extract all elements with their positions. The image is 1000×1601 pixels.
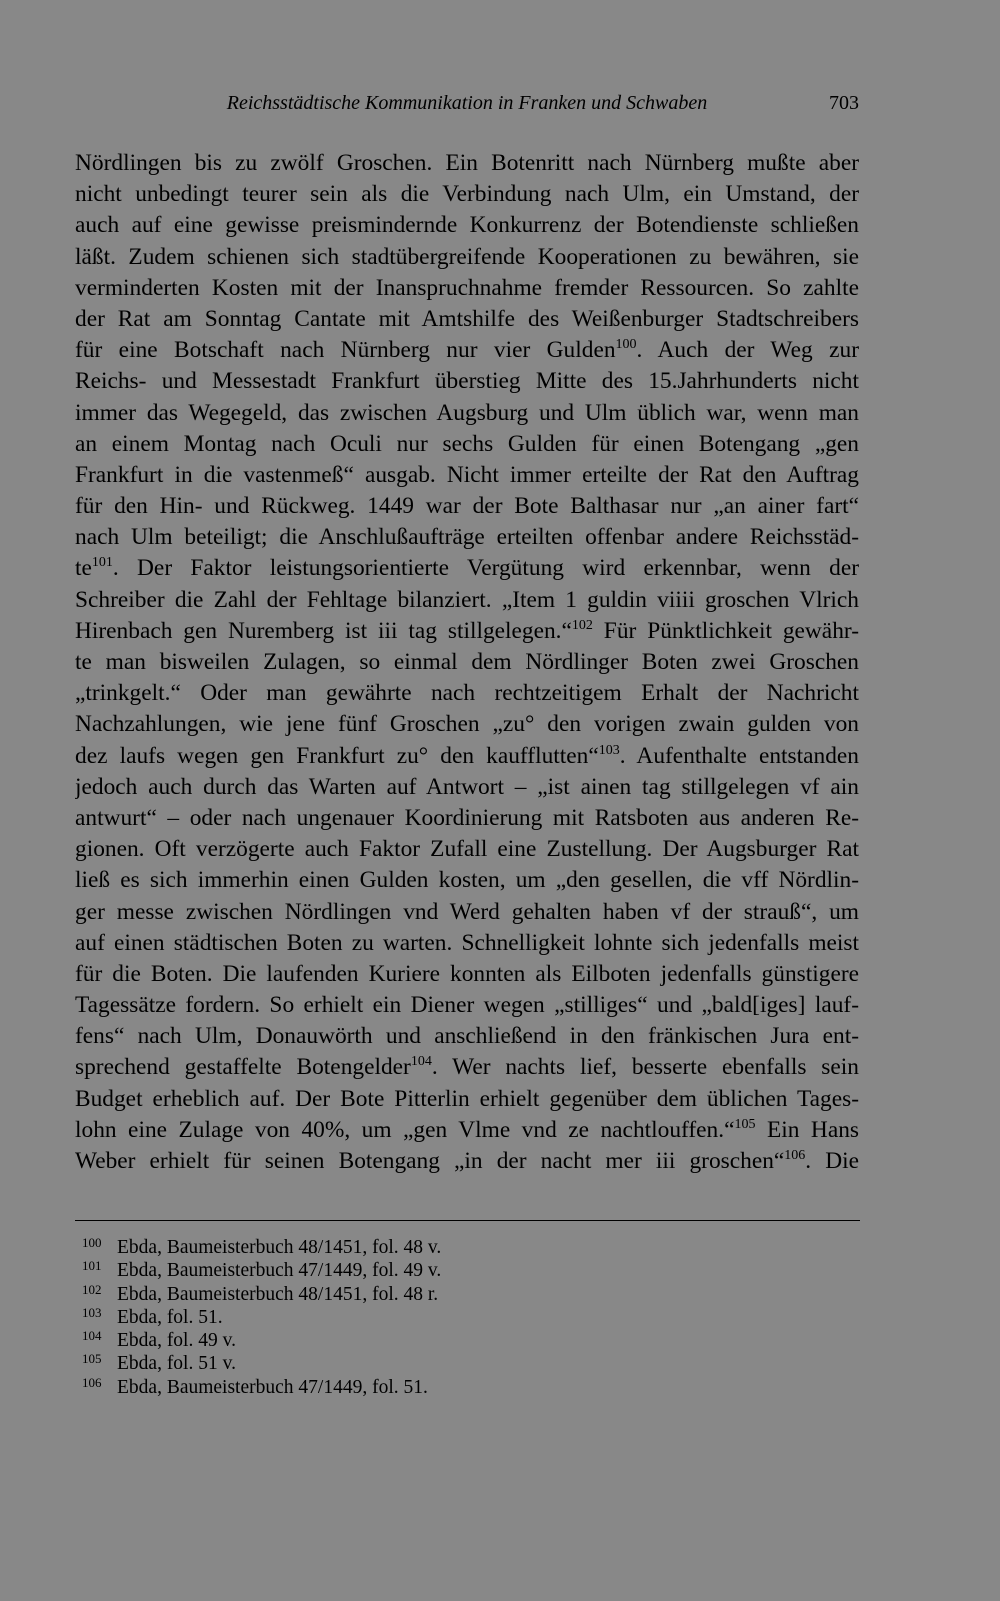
text-line xyxy=(75,460,859,491)
text-segment: läßt. Zudem schienen sich stadtübergreifende Kooperationen zu bewähren, sie xyxy=(75,243,859,270)
text-segment: der Rat am Sonntag Cantate mit Amtshilfe des Weißenburger Stadtschreibers xyxy=(75,305,859,332)
text-segment: für die Boten. Die laufenden Kuriere konnten als Eilboten jedenfalls günstigere xyxy=(75,960,859,987)
footnote-text: Ebda, fol. 51 v. xyxy=(117,1353,236,1375)
text-line xyxy=(75,865,859,896)
text-line xyxy=(75,709,859,740)
footnote-text: Ebda, fol. 49 v. xyxy=(117,1330,236,1352)
footnote-reference[interactable]: 105 xyxy=(734,1116,756,1132)
text-segment: Frankfurt in die vastenmeß“ ausgab. Nicht immer erteilte der Rat den Auftrag xyxy=(75,461,859,488)
text-line xyxy=(75,553,859,584)
text-segment: auf einen städtischen Boten zu warten. Schnelligkeit lohnte sich jedenfalls meist xyxy=(75,929,859,956)
text-line xyxy=(75,366,859,397)
footnote: 101 Ebda, Baumeisterbuch 47/1449, fol. 49 v. xyxy=(82,1258,442,1282)
text-line xyxy=(75,242,859,273)
text-line xyxy=(75,1115,859,1146)
footnote-reference[interactable]: 103 xyxy=(598,742,620,758)
text-segment: gionen. Oft verzögerte auch Faktor Zufall eine Zustellung. Der Augsburger Rat xyxy=(75,836,859,863)
text-line xyxy=(75,772,859,803)
text-line xyxy=(75,179,859,210)
text-segment: immer das Wegegeld, das zwischen Augsburg und Ulm üblich war, wenn man xyxy=(75,399,859,426)
text-line xyxy=(75,928,859,959)
footnote-reference[interactable]: 100 xyxy=(615,337,637,353)
text-line xyxy=(75,522,859,553)
text-line xyxy=(75,148,859,179)
text-segment: Weber erhielt für seinen Botengang „in der nacht mer iii groschen“ xyxy=(75,1148,785,1174)
text-segment: lohn eine Zulage von 40%, um „gen Vlme vnd ze nachtlouffen.“ xyxy=(75,1116,735,1143)
footnotes xyxy=(75,1236,859,1399)
text-segment: Hirenbach gen Nuremberg ist iii tag stillgelegen.“ xyxy=(75,617,572,644)
page-header xyxy=(75,92,859,122)
text-line xyxy=(75,741,859,772)
footnote-text: Ebda, Baumeisterbuch 48/1451, fol. 48 r. xyxy=(117,1283,439,1305)
text-segment: . Auch der Weg zur xyxy=(636,337,859,364)
footnote-reference[interactable]: 104 xyxy=(410,1054,432,1070)
text-line xyxy=(75,616,859,647)
text-segment: Nachzahlungen, wie jene fünf Groschen „zu° den vorigen zwain gulden von xyxy=(75,711,859,738)
text-segment: an einem Montag nach Oculi nur sechs Gulden für einen Botengang „gen xyxy=(75,430,859,457)
text-line xyxy=(75,210,859,241)
footnote: 105 Ebda, fol. 51 v. xyxy=(82,1351,236,1375)
text-segment: fens“ nach Ulm, Donauwörth und anschließend in den fränkischen Jura ent- xyxy=(75,1023,859,1050)
text-segment: auch auf eine gewisse preismindernde Konkurrenz der Botendienste schließen xyxy=(75,212,859,239)
text-line xyxy=(75,647,859,678)
page-number: 703 xyxy=(829,92,859,114)
footnote-text: Ebda, fol. 51. xyxy=(117,1306,223,1328)
text-line xyxy=(75,1021,859,1052)
text-segment: Schreiber die Zahl der Fehltage bilanziert. „Item 1 guldin viiii groschen Vlrich xyxy=(75,586,859,613)
text-segment: te xyxy=(75,555,92,582)
footnote: 103 Ebda, fol. 51. xyxy=(82,1304,223,1328)
footnote: 106 Ebda, Baumeisterbuch 47/1449, fol. 51. xyxy=(82,1374,428,1398)
text-segment: verminderten Kosten mit der Inanspruchnahme fremder Ressourcen. So zahlte xyxy=(75,274,859,301)
text-line xyxy=(75,1084,859,1115)
text-line xyxy=(75,491,859,522)
text-segment: Ein Hans xyxy=(755,1116,859,1143)
text-line xyxy=(75,1146,859,1177)
footnote: 100 Ebda, Baumeisterbuch 48/1451, fol. 48 v. xyxy=(82,1235,442,1258)
footnote-reference[interactable]: 101 xyxy=(91,555,113,571)
footnote: 102 Ebda, Baumeisterbuch 48/1451, fol. 48 r. xyxy=(82,1281,439,1305)
footnote-text: Ebda, Baumeisterbuch 47/1449, fol. 51. xyxy=(117,1376,428,1398)
text-segment: für eine Botschaft nach Nürnberg nur vier Gulden xyxy=(75,337,616,364)
text-line xyxy=(75,335,859,366)
text-segment: Reichs- und Messestadt Frankfurt überstieg Mitte des 15.Jahrhunderts nicht xyxy=(75,368,859,395)
footnote-divider xyxy=(75,1220,860,1221)
text-line xyxy=(75,273,859,304)
text-line xyxy=(75,429,859,460)
running-title: Reichsstädtische Kommunikation in Franken und Schwaben xyxy=(226,92,708,114)
text-segment: Tagessätze fordern. So erhielt ein Diener wegen „stilliges“ und „bald[iges] lauf- xyxy=(75,992,859,1019)
text-segment: Für Pünktlichkeit gewähr- xyxy=(592,617,859,644)
text-segment: te man bisweilen Zulagen, so einmal dem Nördlinger Boten zwei Groschen xyxy=(75,649,859,675)
text-segment: nach Ulm beteiligt; die Anschlußaufträge erteilten offenbar andere Reichsstäd- xyxy=(75,524,859,551)
text-line xyxy=(75,398,859,429)
text-segment: sprechend gestaffelte Botengelder xyxy=(75,1054,411,1081)
text-line xyxy=(75,834,859,865)
text-segment: jedoch auch durch das Warten auf Antwort – „ist ainen tag stillgelegen vf ain xyxy=(75,773,859,800)
main-text xyxy=(75,148,859,1177)
footnote: 104 Ebda, fol. 49 v. xyxy=(82,1328,236,1352)
text-line xyxy=(75,678,859,709)
footnote-reference[interactable]: 106 xyxy=(784,1148,806,1163)
text-segment: . Der Faktor leistungsorientierte Vergütung wird erkennbar, wenn der xyxy=(112,555,859,582)
text-segment: ließ es sich immerhin einen Gulden kosten, um „den gesellen, die vff Nördlin- xyxy=(75,867,859,894)
text-line xyxy=(75,304,859,335)
text-segment: Nördlingen bis zu zwölf Groschen. Ein Botenritt nach Nürnberg mußte aber xyxy=(75,150,859,176)
text-line xyxy=(75,803,859,834)
text-segment: dez laufs wegen gen Frankfurt zu° den kaufflutten“ xyxy=(75,742,599,769)
text-segment: Budget erheblich auf. Der Bote Pitterlin erhielt gegenüber dem üblichen Tages- xyxy=(75,1085,859,1112)
text-segment: nicht unbedingt teurer sein als die Verbindung nach Ulm, ein Umstand, der xyxy=(75,181,859,208)
text-segment: für den Hin- und Rückweg. 1449 war der Bote Balthasar nur „an ainer fart“ xyxy=(75,493,859,520)
text-segment: . Wer nachts lief, besserte ebenfalls sein xyxy=(431,1054,859,1081)
footnote-text: Ebda, Baumeisterbuch 48/1451, fol. 48 v. xyxy=(117,1237,442,1258)
text-line xyxy=(75,1052,859,1083)
text-segment: „trinkgelt.“ Oder man gewährte nach rechtzeitigem Erhalt der Nachricht xyxy=(75,680,859,707)
text-segment: antwurt“ – oder nach ungenauer Koordinierung mit Ratsboten aus anderen Re- xyxy=(75,804,859,831)
text-line xyxy=(75,990,859,1021)
text-line xyxy=(75,897,859,928)
text-line xyxy=(75,585,859,616)
footnote-reference[interactable]: 102 xyxy=(571,617,593,633)
footnote-text: Ebda, Baumeisterbuch 47/1449, fol. 49 v. xyxy=(117,1260,442,1282)
text-line xyxy=(75,959,859,990)
text-segment: . Die xyxy=(805,1148,859,1174)
text-segment: . Aufenthalte entstanden xyxy=(619,742,859,769)
text-segment: ger messe zwischen Nördlingen vnd Werd gehalten haben vf der strauß“, um xyxy=(75,898,859,925)
